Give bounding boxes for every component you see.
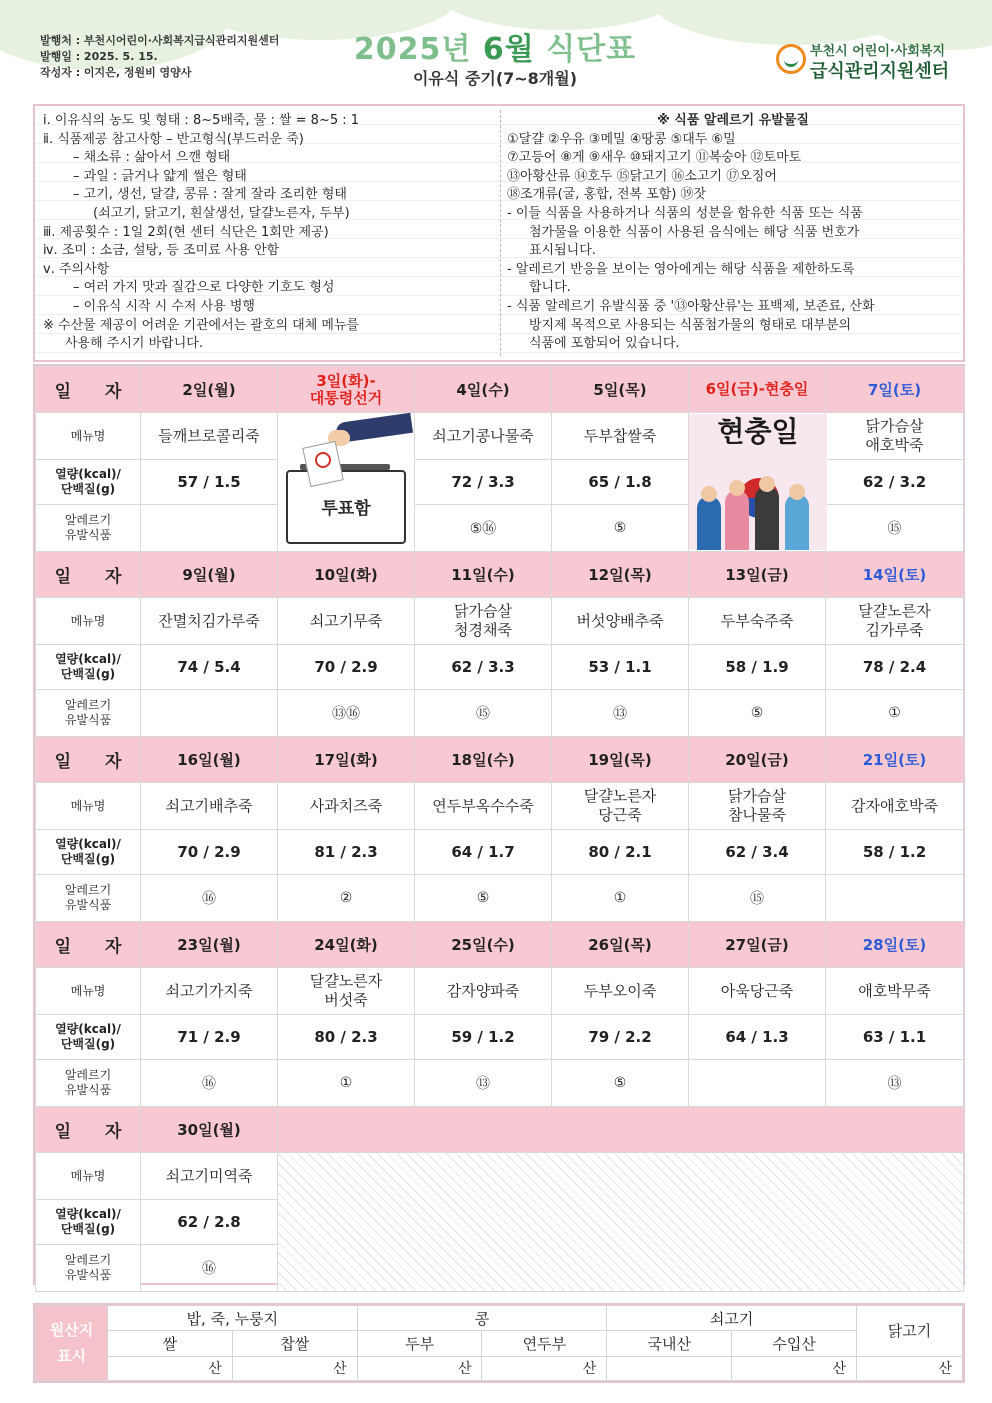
nutrition-cell: 53 / 1.1 (552, 645, 689, 690)
allergy-cell: ⑮ (689, 875, 826, 922)
allergy-note-line: - 식품 알레르기 유발식품 중 '⑬아황산류'는 표백제, 보존료, 산화 (507, 298, 875, 314)
ballot-box-icon (278, 414, 414, 550)
allergy-cell: ⑤⑯ (415, 505, 552, 552)
notes-panel (33, 104, 965, 362)
publication-info (40, 33, 279, 81)
nutrition-cell: 59 / 1.2 (415, 1015, 552, 1060)
nutrition-row (36, 1015, 964, 1060)
allergy-cell: ⑮ (826, 505, 964, 552)
guidelines-section (43, 112, 498, 354)
vote-stamp-icon (315, 452, 331, 468)
allergy-cell: ⑬ (415, 1060, 552, 1107)
origin-group-rice: 밥, 죽, 누룽지 (108, 1306, 358, 1331)
allergy-cell: ⑯ (141, 1245, 278, 1292)
menu-cell: 버섯양배추죽 (552, 598, 689, 645)
allergy-row-label-text: 알레르기 (64, 1068, 112, 1082)
nutrition-row-label-text: 열량(kcal)/ (55, 1207, 121, 1221)
allergy-row-label-text: 알레르기 (64, 698, 112, 712)
nutrition-cell: 58 / 1.9 (689, 645, 826, 690)
origin-rice: 쌀 (108, 1331, 233, 1356)
allergy-row-label-text: 알레르기 (64, 513, 112, 527)
guideline-line: – 고기, 생선, 달걀, 콩류 : 잘게 잘라 조리한 형태 (73, 187, 347, 203)
allergy-cell: ① (552, 875, 689, 922)
guideline-line: (쇠고기, 닭고기, 흰살생선, 달걀노른자, 두부) (93, 205, 350, 221)
date-cell: 30일(월) (141, 1107, 278, 1153)
allergy-cell (141, 505, 278, 552)
allergy-cell: ⑯ (141, 875, 278, 922)
menu-cell: 닭가슴살 애호박죽 (826, 413, 964, 460)
menu-cell: 감자애호박죽 (826, 783, 964, 830)
allergy-cell (141, 690, 278, 737)
menu-row-label-text: 메뉴명 (70, 428, 106, 443)
nutrition-cell: 74 / 5.4 (141, 645, 278, 690)
menu-table-container (33, 364, 965, 1285)
head-shape (729, 480, 745, 496)
menu-cell: 연두부옥수수죽 (415, 783, 552, 830)
guideline-line: ⅳ. 조미 : 소금, 설탕, 등 조미료 사용 안함 (43, 243, 280, 259)
date-row-label: 일 자 (36, 1107, 141, 1153)
ballot-box-label: 투표함 (321, 499, 371, 519)
allergy-row-label (36, 875, 141, 922)
date-row-label: 일 자 (36, 922, 141, 968)
nutrition-row-label-text: 단백질(g) (60, 1037, 116, 1051)
allergy-list-line: ⑬아황산류 ⑭호두 ⑮닭고기 ⑯소고기 ⑰오징어 (507, 168, 777, 184)
nutrition-cell: 58 / 1.2 (826, 830, 964, 875)
allergy-cell: ⑬ (826, 1060, 964, 1107)
person-shape (785, 494, 809, 550)
menu-row-label (36, 413, 141, 460)
allergy-note-line: 합니다. (529, 280, 571, 296)
allergy-cell (826, 875, 964, 922)
memorial-day-lettering: 현충일 (717, 415, 799, 448)
nutrition-cell: 64 / 1.7 (415, 830, 552, 875)
author-text: 작성자 : 이지은, 정원비 영양사 (40, 66, 192, 79)
allergy-cell: ① (278, 1060, 415, 1107)
menu-row (36, 598, 964, 645)
allergy-row-label (36, 690, 141, 737)
allergy-cell: ⑬⑯ (278, 690, 415, 737)
date-cell: 11일(수) (415, 552, 552, 598)
nutrition-cell: 81 / 2.3 (278, 830, 415, 875)
menu-row-label (36, 598, 141, 645)
allergy-cell (689, 1060, 826, 1107)
origin-domestic: 국내산 (607, 1331, 732, 1356)
menu-cell: 쇠고기배추죽 (141, 783, 278, 830)
nutrition-row-label-text: 단백질(g) (60, 482, 116, 496)
origin-value: 산 (482, 1356, 607, 1380)
allergy-row-label (36, 1245, 141, 1292)
menu-row-label (36, 1153, 141, 1200)
allergy-list-line: ⑦고등어 ⑧게 ⑨새우 ⑩돼지고기 ⑪복숭아 ⑫토마토 (507, 150, 802, 166)
nutrition-cell: 72 / 3.3 (415, 460, 552, 505)
head-shape (759, 476, 775, 492)
allergy-note-line: 첨가물을 이용한 식품이 사용된 음식에는 해당 식품 번호가 (529, 224, 860, 240)
allergy-row-label-text: 유발식품 (64, 713, 112, 727)
nutrition-cell: 62 / 3.4 (689, 830, 826, 875)
allergy-row-label-text: 알레르기 (64, 883, 112, 897)
allergy-row-label-text: 유발식품 (64, 898, 112, 912)
nutrition-row-label-text: 단백질(g) (60, 852, 116, 866)
nutrition-cell: 70 / 2.9 (141, 830, 278, 875)
origin-value: 산 (357, 1356, 482, 1380)
origin-label-line2: 표시 (57, 1347, 86, 1365)
menu-cell: 감자양파죽 (415, 968, 552, 1015)
origin-table (35, 1305, 963, 1381)
nutrition-row-label-text: 단백질(g) (60, 1222, 116, 1236)
page-title (340, 24, 650, 68)
nutrition-cell: 62 / 3.3 (415, 645, 552, 690)
date-cell: 27일(금) (689, 922, 826, 968)
nutrition-row-label (36, 1200, 141, 1245)
nutrition-cell: 70 / 2.9 (278, 645, 415, 690)
page-header (0, 0, 992, 100)
guideline-line: ⅰ. 이유식의 농도 및 형태 : 8~5배죽, 물 : 쌀 = 8~5 : 1 (43, 113, 360, 128)
allergy-cell: ⑤ (552, 1060, 689, 1107)
nutrition-row-label (36, 830, 141, 875)
menu-table-body (36, 367, 964, 1292)
nutrition-cell: 79 / 2.2 (552, 1015, 689, 1060)
menu-row (36, 1153, 964, 1200)
origin-group-bean: 콩 (357, 1306, 607, 1331)
date-cell: 3일(화)- 대통령선거 (278, 367, 415, 413)
nutrition-row-label-text: 열량(kcal)/ (55, 837, 121, 851)
date-row-label: 일 자 (36, 737, 141, 783)
origin-sticky-rice: 찹쌀 (232, 1331, 357, 1356)
page-subtitle: 이유식 중기(7~8개월) (412, 69, 578, 88)
menu-row (36, 413, 964, 460)
date-cell: 10일(화) (278, 552, 415, 598)
person-shape (697, 496, 721, 550)
head-shape (789, 484, 805, 500)
allergy-row-label (36, 1060, 141, 1107)
allergy-row-label-text: 유발식품 (64, 528, 112, 542)
guideline-line: – 채소류 : 삶아서 으깬 형태 (73, 150, 231, 166)
menu-cell: 아욱당근죽 (689, 968, 826, 1015)
nutrition-row-label-text: 열량(kcal)/ (55, 467, 121, 481)
origin-label (36, 1306, 108, 1381)
date-row (36, 552, 964, 598)
origin-value: 산 (732, 1356, 857, 1380)
guideline-line: ⅱ. 식품제공 참고사항 – 반고형식(부드러운 죽) (43, 131, 304, 147)
nutrition-cell: 62 / 2.8 (141, 1200, 278, 1245)
menu-cell: 달걀노른자 김가루죽 (826, 598, 964, 645)
nutrition-cell: 65 / 1.8 (552, 460, 689, 505)
origin-imported: 수입산 (732, 1331, 857, 1356)
origin-value: 산 (857, 1356, 963, 1380)
allergy-cell: ⑬ (552, 690, 689, 737)
nutrition-row-label-text: 열량(kcal)/ (55, 652, 121, 666)
menu-cell: 잔멸치김가루죽 (141, 598, 278, 645)
menu-table (35, 366, 964, 1292)
allergy-note-line: 방지제 목적으로 사용되는 식품첨가물의 형태로 대부분의 (529, 317, 852, 333)
date-cell: 2일(월) (141, 367, 278, 413)
nutrition-row-label-text: 단백질(g) (60, 667, 116, 681)
center-logo (776, 38, 976, 86)
election-illustration (278, 413, 415, 552)
date-cell: 13일(금) (689, 552, 826, 598)
date-cell: 25일(수) (415, 922, 552, 968)
allergy-note-line: 식품에 포함되어 있습니다. (529, 336, 680, 352)
allergy-row (36, 690, 964, 737)
person-shape (755, 486, 779, 550)
date-cell: 7일(토) (826, 367, 964, 413)
guideline-line: ※ 수산물 제공이 어려운 기관에서는 괄호의 대체 메뉴를 (43, 317, 360, 333)
date-cell: 5일(목) (552, 367, 689, 413)
menu-cell: 들깨브로콜리죽 (141, 413, 278, 460)
allergy-row-label-text: 유발식품 (64, 1083, 112, 1097)
menu-row-label (36, 968, 141, 1015)
allergy-row (36, 875, 964, 922)
allergy-row-label-text: 유발식품 (64, 1268, 112, 1282)
nutrition-row-label-text: 열량(kcal)/ (55, 1022, 121, 1036)
allergy-cell: ⑯ (141, 1060, 278, 1107)
origin-soft-tofu: 연두부 (482, 1331, 607, 1356)
date-cell: 26일(목) (552, 922, 689, 968)
date-cell: 17일(화) (278, 737, 415, 783)
allergy-cell: ⑤ (552, 505, 689, 552)
publisher-text: 발행처 : 부천시어린이·사회복지급식관리지원센터 (40, 34, 280, 47)
date-row (36, 737, 964, 783)
notes-divider (500, 110, 501, 356)
nutrition-row-label (36, 645, 141, 690)
guideline-line: – 이유식 시작 시 수저 사용 병행 (73, 298, 255, 314)
title-suffix: 식단표 (534, 32, 637, 67)
origin-value (607, 1356, 732, 1380)
guideline-line: ⅴ. 주의사항 (43, 261, 110, 277)
menu-row-label-text: 메뉴명 (70, 983, 106, 998)
date-cell: 18일(수) (415, 737, 552, 783)
title-month: 6월 (482, 32, 535, 67)
menu-row (36, 783, 964, 830)
guideline-line: – 여러 가지 맛과 질감으로 다양한 기호도 형성 (73, 280, 335, 296)
origin-chicken: 닭고기 (857, 1306, 963, 1357)
nutrition-cell: 80 / 2.3 (278, 1015, 415, 1060)
memorial-day-icon (689, 414, 827, 550)
guideline-line: 사용해 주시기 바랍니다. (65, 336, 203, 352)
nutrition-cell: 57 / 1.5 (141, 460, 278, 505)
allergy-cell: ① (826, 690, 964, 737)
center-name-line1: 부천시 어린이·사회복지 (810, 44, 946, 59)
date-cell: 19일(목) (552, 737, 689, 783)
allergy-row-label (36, 505, 141, 552)
center-name-line2: 급식관리지원센터 (810, 61, 950, 82)
menu-row-label-text: 메뉴명 (70, 613, 106, 628)
menu-row-label-text: 메뉴명 (70, 798, 106, 813)
menu-cell: 쇠고기가지죽 (141, 968, 278, 1015)
allergy-cell: ⑤ (689, 690, 826, 737)
date-row (36, 922, 964, 968)
nutrition-cell: 63 / 1.1 (826, 1015, 964, 1060)
menu-cell: 두부오이죽 (552, 968, 689, 1015)
nutrition-cell: 78 / 2.4 (826, 645, 964, 690)
menu-cell: 닭가슴살 참나물죽 (689, 783, 826, 830)
date-cell: 12일(목) (552, 552, 689, 598)
origin-value: 산 (108, 1356, 233, 1380)
nutrition-cell: 62 / 3.2 (826, 460, 964, 505)
menu-row (36, 968, 964, 1015)
head-shape (701, 486, 717, 502)
nutrition-row-label (36, 1015, 141, 1060)
nutrition-cell: 80 / 2.1 (552, 830, 689, 875)
date-row-label: 일 자 (36, 367, 141, 413)
allergy-list-line: ⑱조개류(굴, 홍합, 전복 포함) ⑲잣 (507, 187, 707, 203)
menu-cell: 사과치즈죽 (278, 783, 415, 830)
menu-cell: 닭가슴살 청경채죽 (415, 598, 552, 645)
menu-cell: 쇠고기미역죽 (141, 1153, 278, 1200)
date-cell: 21일(토) (826, 737, 964, 783)
date-cell: 14일(토) (826, 552, 964, 598)
origin-group-beef: 쇠고기 (607, 1306, 857, 1331)
allergy-note-line: - 알레르기 반응을 보이는 영아에게는 해당 식품을 제한하도록 (507, 261, 855, 277)
allergy-info-title: ※ 식품 알레르기 유발물질 (657, 113, 809, 128)
empty-area (278, 1153, 964, 1292)
date-cell: 23일(월) (141, 922, 278, 968)
menu-cell: 달걀노른자 당근죽 (552, 783, 689, 830)
menu-row-label (36, 783, 141, 830)
guideline-line: ⅲ. 제공횟수 : 1일 2회(현 센터 식단은 1회만 제공) (43, 224, 329, 240)
date-cell: 4일(수) (415, 367, 552, 413)
nutrition-row-label (36, 460, 141, 505)
menu-cell: 두부찹쌀죽 (552, 413, 689, 460)
allergy-list-line: ①달걀 ②우유 ③메밀 ④땅콩 ⑤대두 ⑥밀 (507, 131, 736, 147)
origin-table-container (33, 1303, 965, 1383)
nutrition-cell: 64 / 1.3 (689, 1015, 826, 1060)
allergy-cell: ⑤ (415, 875, 552, 922)
date-cell: 24일(화) (278, 922, 415, 968)
date-cell: 20일(금) (689, 737, 826, 783)
menu-cell: 두부숙주죽 (689, 598, 826, 645)
person-shape (725, 490, 749, 550)
date-row-empty (278, 1107, 964, 1153)
nutrition-row (36, 830, 964, 875)
allergy-row-label-text: 알레르기 (64, 1253, 112, 1267)
publish-date-text: 발행일 : 2025. 5. 15. (40, 50, 158, 63)
date-cell: 9일(월) (141, 552, 278, 598)
date-cell: 6일(금)-현충일 (689, 367, 826, 413)
date-cell: 16일(월) (141, 737, 278, 783)
guideline-line: – 과일 : 긁거나 얇게 썰은 형태 (73, 168, 247, 184)
menu-cell: 달걀노른자 버섯죽 (278, 968, 415, 1015)
menu-cell: 애호박무죽 (826, 968, 964, 1015)
nutrition-cell: 71 / 2.9 (141, 1015, 278, 1060)
menu-cell: 쇠고기무죽 (278, 598, 415, 645)
date-row (36, 1107, 964, 1153)
origin-label-line1: 원산지 (49, 1321, 94, 1339)
allergy-cell: ⑮ (415, 690, 552, 737)
nutrition-row (36, 645, 964, 690)
allergy-cell: ② (278, 875, 415, 922)
memorial-day-illustration (689, 413, 826, 552)
menu-row-label-text: 메뉴명 (70, 1168, 106, 1183)
date-cell: 28일(토) (826, 922, 964, 968)
allergy-note-line: - 이들 식품을 사용하거나 식품의 성분을 함유한 식품 또는 식품 (507, 205, 863, 221)
smile-logo-icon (776, 44, 806, 74)
allergy-info-section (507, 112, 959, 354)
allergy-note-line: 표시됩니다. (529, 243, 596, 259)
date-row-label: 일 자 (36, 552, 141, 598)
origin-value: 산 (232, 1356, 357, 1380)
origin-tofu: 두부 (357, 1331, 482, 1356)
date-row (36, 367, 964, 413)
menu-cell: 쇠고기콩나물죽 (415, 413, 552, 460)
allergy-row (36, 1060, 964, 1107)
title-year: 2025년 (353, 32, 483, 67)
